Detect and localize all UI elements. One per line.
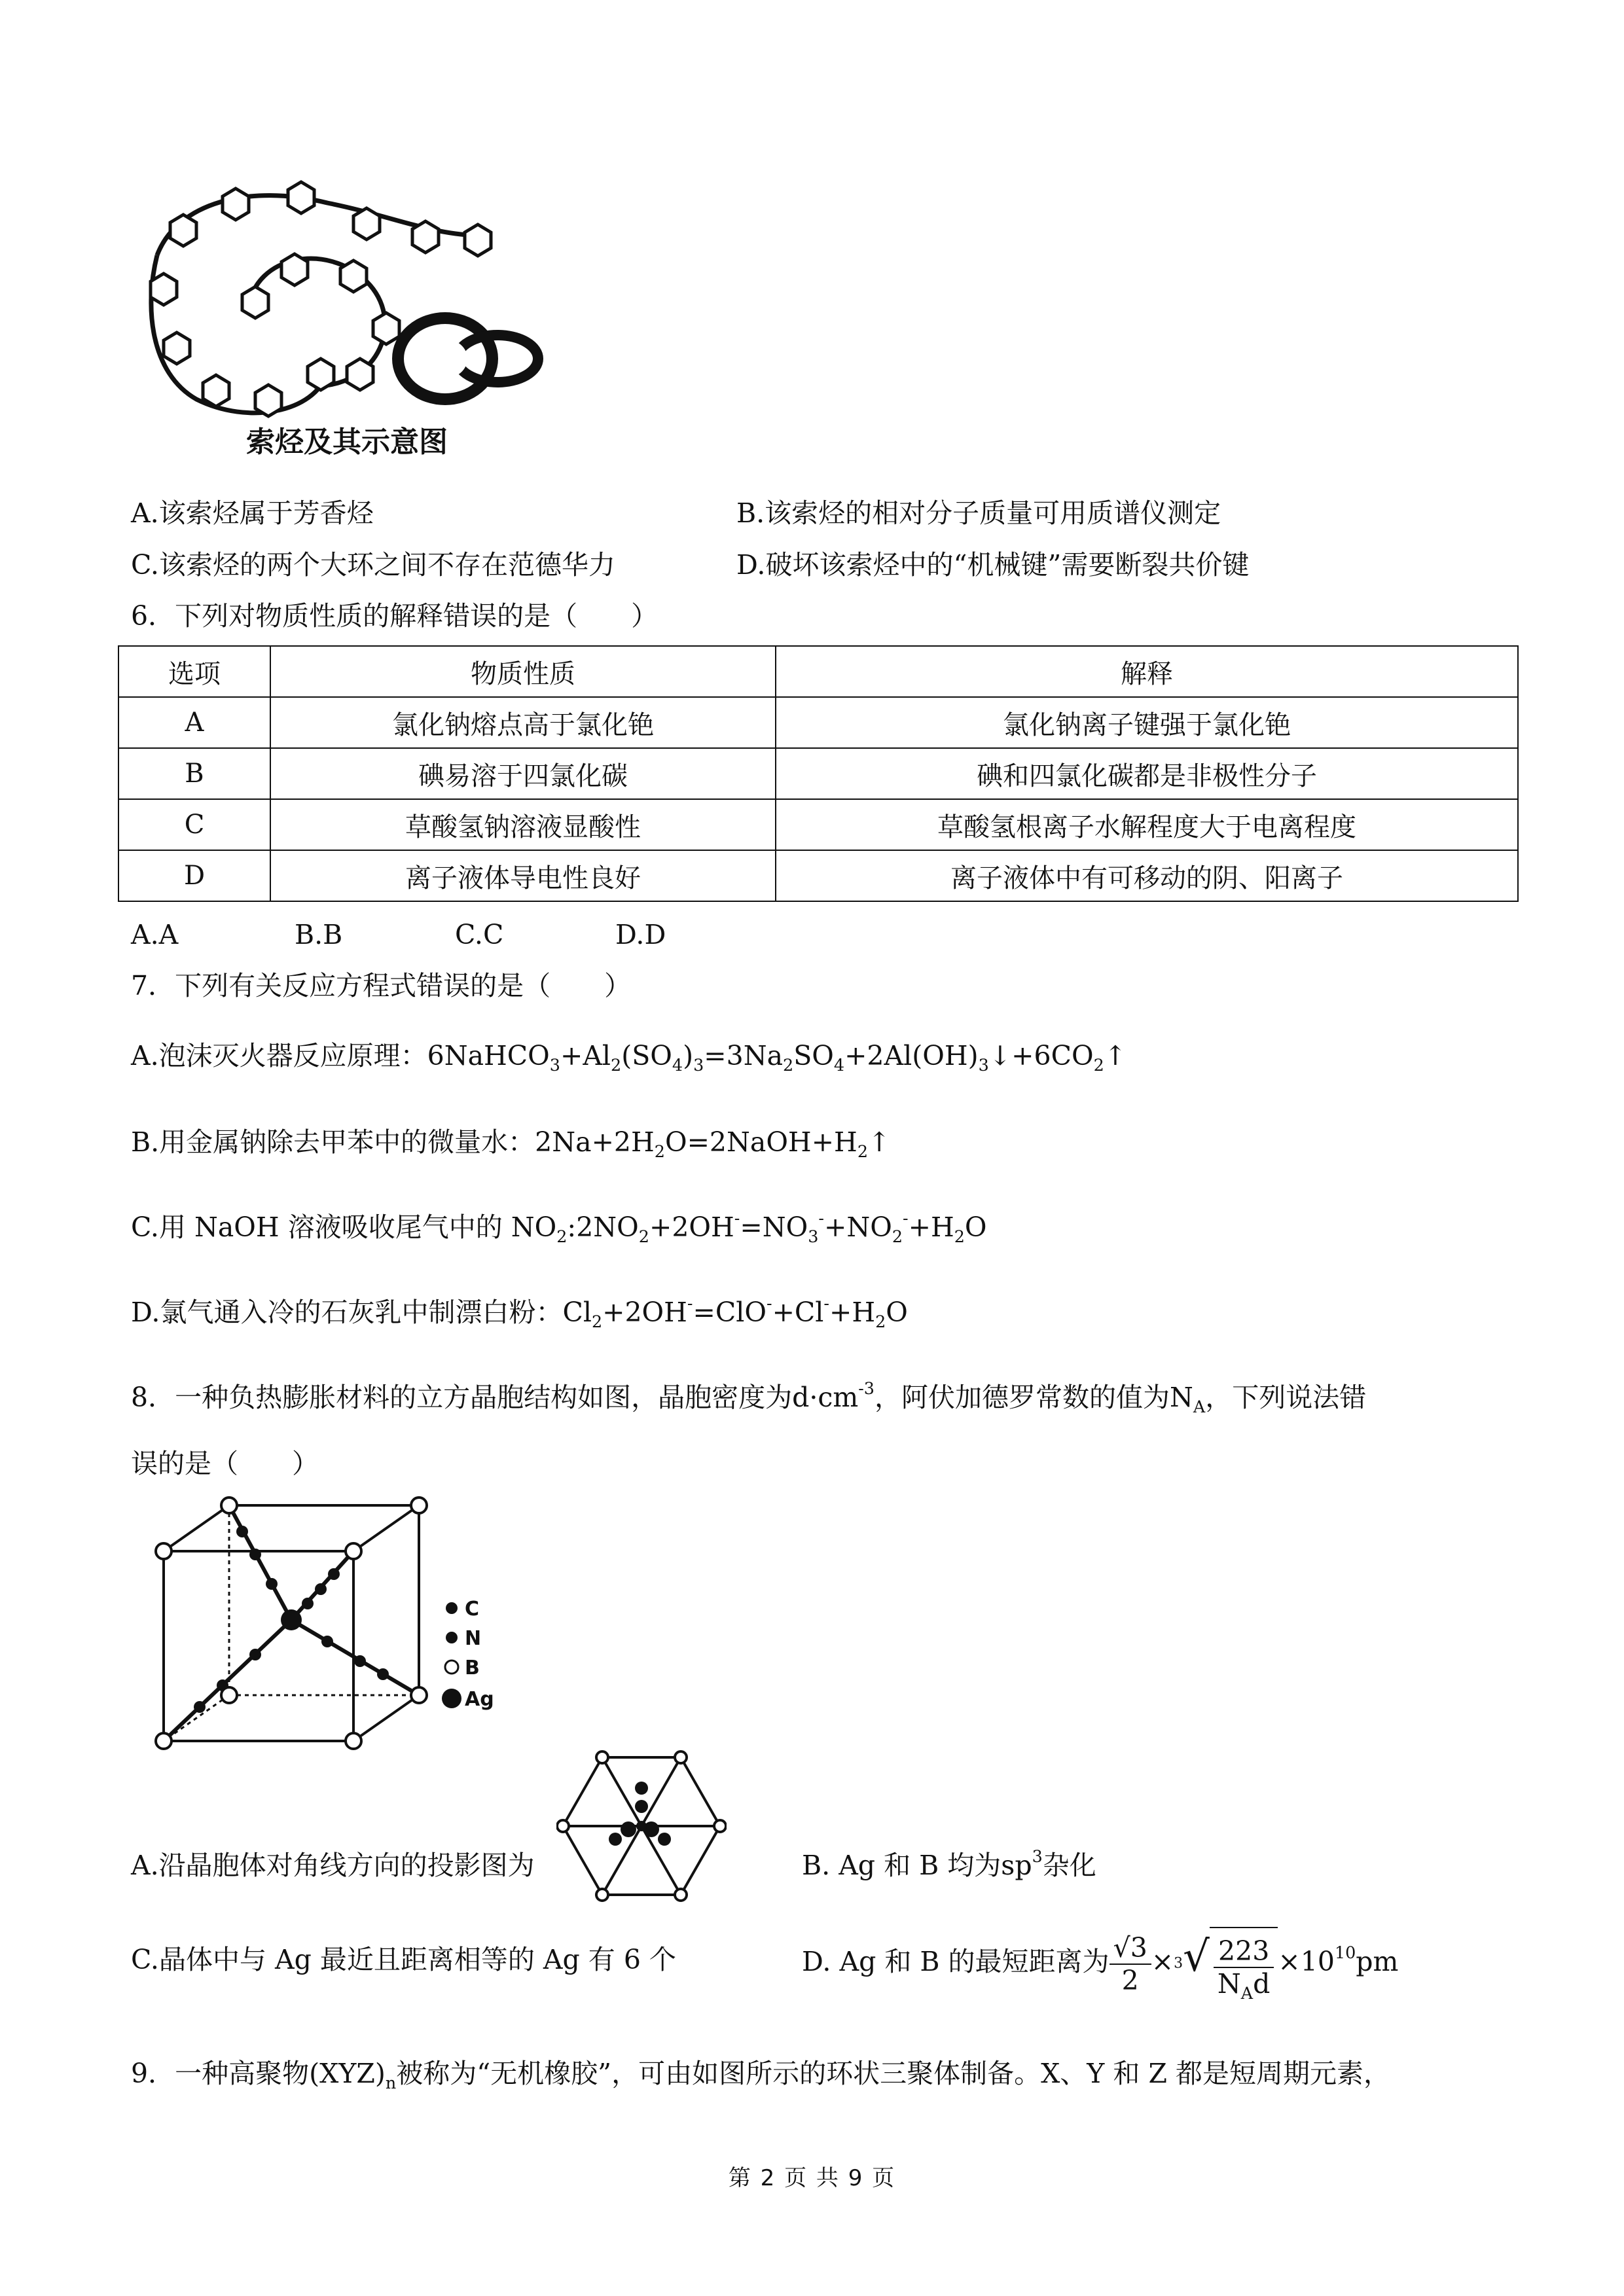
q8-stem <box>131 1379 1366 1416</box>
q7-option-c-equation: $NO_2:2NO_2+2OH^-=NO_3^-+NO_2^-+H_2O$ <box>511 1208 987 1246</box>
table-cell: 离子液体导电性良好 <box>270 850 776 901</box>
page-footer: 第 2 页 共 9 页 <box>728 2165 896 2191</box>
q7-option-d-label: D.氯气通入冷的石灰乳中制漂白粉： <box>131 1297 563 1328</box>
q7-option-a-equation: $6NaHCO_3+Al_2(SO_4)_3=3Na_2SO_4+2Al(OH)_3↓+6CO_2↑$ <box>427 1040 1127 1075</box>
q8-stem-text-2: ，阿伏加德罗常数的值为 <box>874 1382 1170 1413</box>
table-header: 选项 <box>118 646 270 697</box>
q6-option-a[interactable]: A.A <box>131 919 179 950</box>
q8-fraction: $\frac{√3}{2}$ <box>1110 1932 1151 1996</box>
projection-figure <box>556 1748 727 1905</box>
q8-sp3: $sp^3$ <box>1001 1846 1043 1881</box>
q7-option-a-label: A.泡沫灭火器反应原理： <box>131 1040 427 1071</box>
table-cell: A <box>118 697 270 748</box>
table-cell: 离子液体中有可移动的阴、阳离子 <box>776 850 1518 901</box>
q8-option-d-unit: pm <box>1356 1946 1399 1977</box>
table-cell: 氯化钠熔点高于氯化铯 <box>270 697 776 748</box>
q6-option-d[interactable]: D.D <box>615 919 666 950</box>
catenane-figure <box>131 177 550 465</box>
legend-ag: Ag <box>465 1688 494 1711</box>
table-cell: D <box>118 850 270 901</box>
q8-times: × <box>1151 1946 1174 1977</box>
table-row <box>118 748 1518 799</box>
table-header: 物质性质 <box>270 646 776 697</box>
q7-option-a[interactable] <box>131 1037 1127 1074</box>
q7-option-b[interactable] <box>131 1124 890 1160</box>
legend-c: C <box>465 1598 480 1621</box>
q7-stem: 7．下列有关反应方程式错误的是（ ） <box>131 970 632 1001</box>
table-row <box>118 850 1518 901</box>
q5-option-c[interactable]: C.该索烃的两个大环之间不存在范德华力 <box>131 549 615 581</box>
q6-option-b[interactable]: B.B <box>295 919 343 950</box>
q7-option-d[interactable] <box>131 1294 908 1331</box>
q7-option-b-equation: $2Na+2H_2O=2NaOH+H_2↑$ <box>535 1126 891 1161</box>
q7-option-d-equation: $Cl_2+2OH^-=ClO^-+Cl^-+H_2O$ <box>562 1293 908 1331</box>
q6-stem: 6．下列对物质性质的解释错误的是（ ） <box>131 600 659 632</box>
q8-option-b-label: B. Ag 和 B 均为 <box>802 1850 1001 1881</box>
catenane-caption: 索烃及其示意图 <box>246 425 448 459</box>
table-cell: 草酸氢钠溶液显酸性 <box>270 799 776 850</box>
q8-option-b[interactable] <box>802 1847 1096 1884</box>
q9-stem <box>131 2055 1390 2092</box>
q7-option-c-label: C.用 NaOH 溶液吸收尾气中的 <box>131 1211 511 1243</box>
table-cell: 碘易溶于四氯化碳 <box>270 748 776 799</box>
table-row <box>118 799 1518 850</box>
q8-option-a[interactable]: A.沿晶胞体对角线方向的投影图为 <box>131 1850 535 1881</box>
q6-option-c[interactable]: C.C <box>455 919 504 950</box>
q8-option-d-label: D. Ag 和 B 的最短距离为 <box>802 1946 1110 1977</box>
q8-radicand: $\frac{223}{N_Ad}$ <box>1210 1927 1278 2001</box>
q8-option-b-suffix: 杂化 <box>1042 1850 1096 1881</box>
table-cell: 草酸氢根离子水解程度大于电离程度 <box>776 799 1518 850</box>
q8-stem-line2: 误的是（ ） <box>131 1448 319 1479</box>
q9-stem-text-1: 9．一种高聚物 <box>131 2058 310 2089</box>
q8-density: $d\cdot cm^{-3}$ <box>792 1378 875 1413</box>
q8-stem-text-1: 8．一种负热膨胀材料的立方晶胞结构如图，晶胞密度为 <box>131 1382 793 1413</box>
q5-option-a[interactable]: A.该索烃属于芳香烃 <box>131 497 374 529</box>
table-cell: C <box>118 799 270 850</box>
table-cell: 氯化钠离子键强于氯化铯 <box>776 697 1518 748</box>
q8-option-d[interactable]: D. Ag 和 B 的最短距离为 $\frac{√3}{2}$ ×$^3$√ $\frac{223}{N_Ad}$ $\times 10^{10}pm$ <box>802 1921 1398 2001</box>
table-row <box>118 697 1518 748</box>
table-header-row <box>118 646 1518 697</box>
table-cell: 碘和四氯化碳都是非极性分子 <box>776 748 1518 799</box>
q8-option-c[interactable]: C.晶体中与 Ag 最近且距离相等的 Ag 有 6 个 <box>131 1944 676 1975</box>
q7-option-c[interactable] <box>131 1209 987 1246</box>
legend-n: N <box>465 1627 482 1650</box>
q5-option-d[interactable]: D.破坏该索烃中的“机械键”需要断裂共价键 <box>736 549 1250 581</box>
q8-stem-text-3: ，下列说法错 <box>1205 1382 1367 1413</box>
q8-times-10: $\times 10^{10}$ <box>1278 1942 1356 1977</box>
q8-avogadro: $N_A$ <box>1169 1382 1206 1416</box>
q9-stem-text-2: 被称为“无机橡胶”，可由如图所示的环状三聚体制备。X、Y 和 Z 都是短周期元素， <box>396 2058 1390 2089</box>
q5-option-b[interactable]: B.该索烃的相对分子质量可用质谱仪测定 <box>736 497 1221 529</box>
table-header: 解释 <box>776 646 1518 697</box>
q8-radical-sign: √ <box>1183 1933 1210 1981</box>
q7-option-b-label: B.用金属钠除去甲苯中的微量水： <box>131 1126 535 1158</box>
unit-cell-figure <box>151 1492 524 1754</box>
table-cell: B <box>118 748 270 799</box>
legend-b: B <box>465 1657 480 1679</box>
q9-polymer-formula: $(XYZ)_n$ <box>309 2058 397 2092</box>
q6-table <box>118 645 1519 902</box>
